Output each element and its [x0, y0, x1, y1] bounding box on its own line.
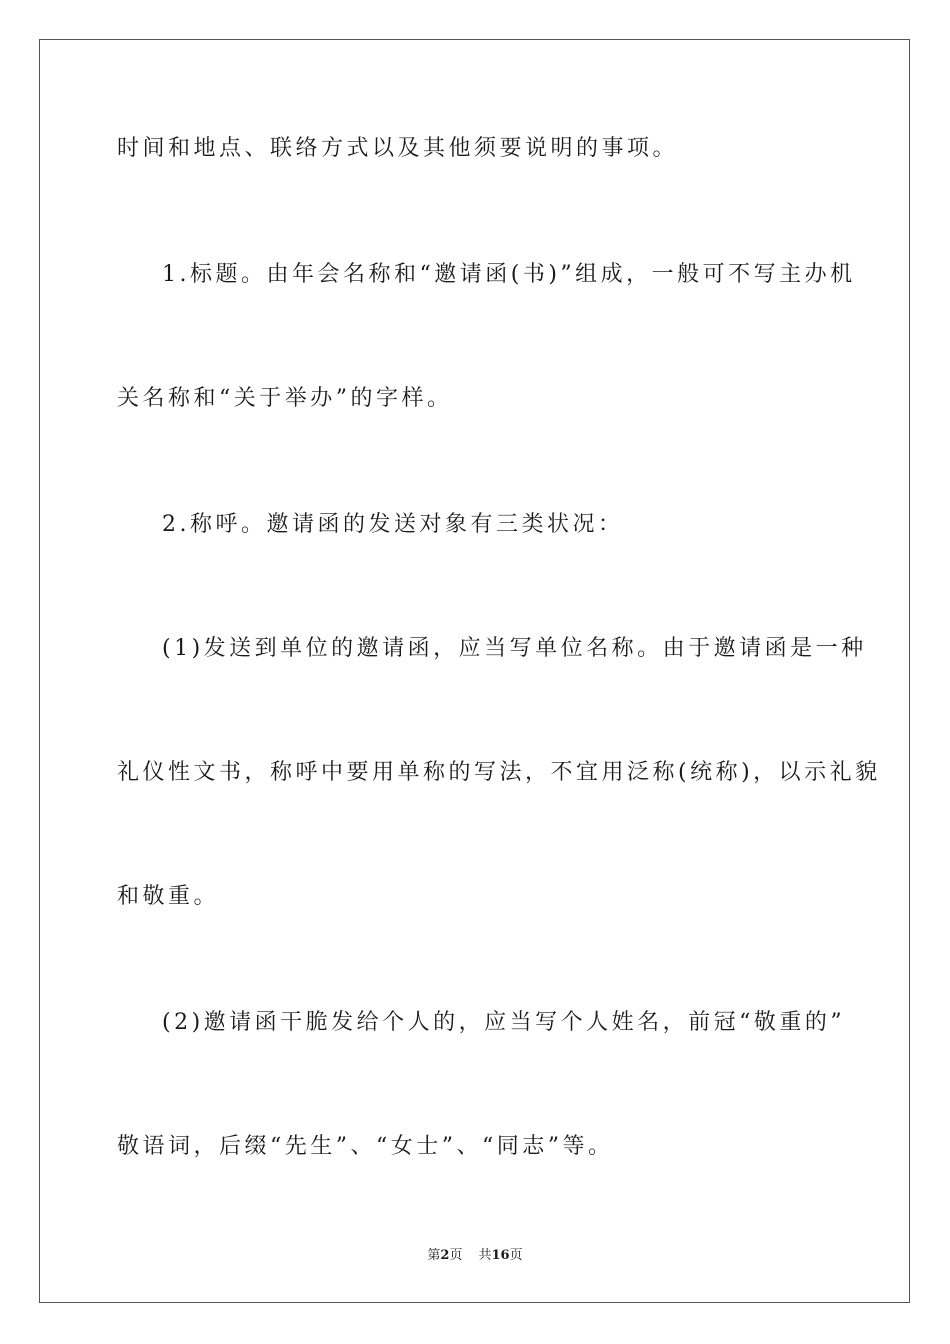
- total-pages: 16: [491, 1248, 510, 1263]
- paragraph-line-8: (2)邀请函干脆发给个人的，应当写个人姓名，前冠“敬重的”: [162, 1010, 846, 1035]
- page-number: 2: [440, 1248, 450, 1263]
- paragraph-line-2: 1.标题。由年会名称和“邀请函(书)”组成，一般可不写主办机: [162, 262, 856, 287]
- page-suffix: 页: [449, 1248, 463, 1263]
- total-prefix: 共: [478, 1248, 492, 1263]
- page-frame: [39, 39, 910, 1303]
- paragraph-line-5: (1)发送到单位的邀请函，应当写单位名称。由于邀请函是一种: [162, 636, 867, 661]
- paragraph-line-9: 敬语词，后缀“先生”、“女士”、“同志”等。: [117, 1134, 614, 1159]
- page-footer: [0, 1248, 950, 1264]
- paragraph-line-1: 时间和地点、联络方式以及其他须要说明的事项。: [117, 136, 679, 161]
- page-prefix: 第: [427, 1248, 441, 1263]
- paragraph-line-7: 和敬重。: [117, 884, 220, 909]
- paragraph-line-3: 关名称和“关于举办”的字样。: [117, 386, 453, 411]
- total-suffix: 页: [509, 1248, 523, 1263]
- paragraph-line-4: 2.称呼。邀请函的发送对象有三类状况：: [162, 512, 624, 537]
- paragraph-line-6: 礼仪性文书，称呼中要用单称的写法，不宜用泛称(统称)，以示礼貌: [117, 760, 881, 785]
